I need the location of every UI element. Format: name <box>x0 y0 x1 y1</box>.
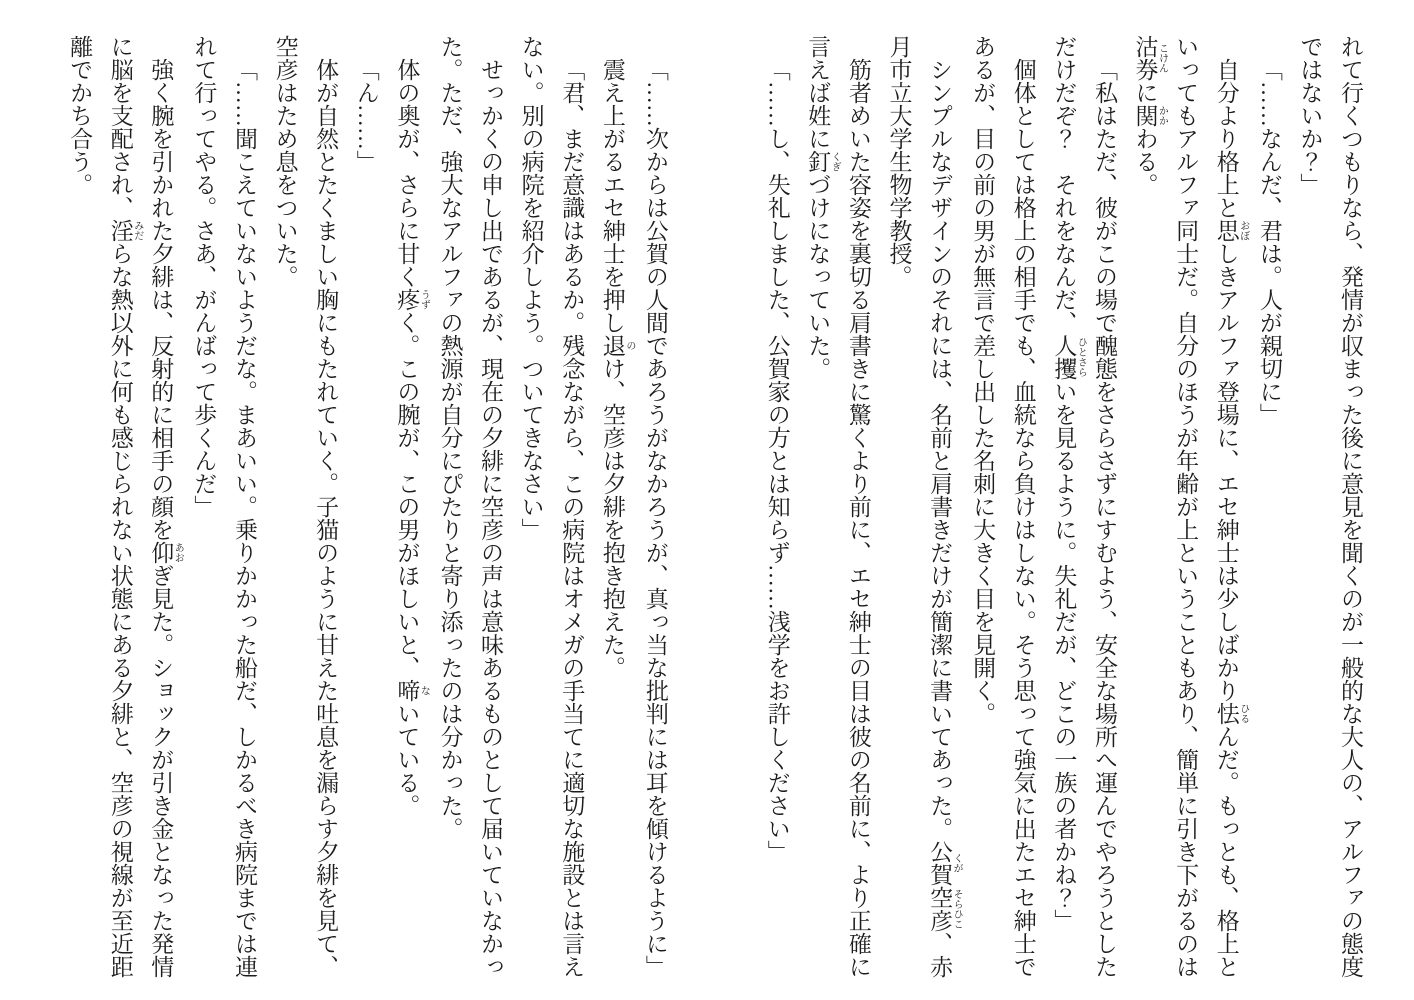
paragraph: 自分より格上と思 おぼしきアルファ登場に、エセ紳士は少しばかり怯 ひるんだ。もっとも、格上といってもアルファ同士だ。自分のほうが年齢が上ということもあり、簡単に引き下がるのは沽券 こけんに関 かかわる。 <box>1132 35 1249 978</box>
paragraph: 「……なんだ、君は。人が親切に」 <box>1256 58 1282 426</box>
paragraph: 震え上がるエセ紳士を押し退 のけ、空彦は夕緋を抱き抱えた。 <box>599 58 635 679</box>
paragraph: 「君、まだ意識はあるか。残念ながら、この病院はオメガの手当てに適切な施設とは言えない。別の病院を紹介しよう。ついてきなさい」 <box>518 35 585 978</box>
ruby-annotated-text: 怯 ひる <box>1213 702 1249 725</box>
paragraph: 体の奥が、さらに甘く疼 うずく。この腕が、この男がほしいと、啼 ないている。 <box>394 58 430 817</box>
paragraph: 体が自然とたくましい胸にもたれていく。子猫のように甘えた吐息を漏らす夕緋を見て、空彦はため息をついた。 <box>272 35 339 978</box>
paragraph: シンプルなデザインのそれには、名前と肩書きだけが簡潔に書いてあった。公賀 くが空彦 そらひこ、赤月市立大学生物学教授。 <box>886 35 963 978</box>
paragraph: 個体としては格上の相手でも、血統なら負けはしない。そう思って強気に出たエセ紳士であるが、目の前の男が無言で差し出した名刺に大きく目を見開く。 <box>970 35 1036 978</box>
ruby-annotated-text: 思 おぼ <box>1213 219 1249 242</box>
paragraph: 「……次からは公賀の人間であろうがなかろうが、真っ当な批判には耳を傾けるように」 <box>642 58 668 978</box>
paragraph: 「……聞こえていないようだな。まあいい。乗りかかった船だ、しかるべき病院までは連れて行ってやる。さあ、がんばって歩くんだ」 <box>191 35 257 978</box>
ruby-annotated-text: 啼 な <box>394 679 430 702</box>
ruby-annotated-text: 公賀 くが <box>927 840 963 886</box>
paragraph: 筋者めいた容姿を裏切る肩書きに驚くより前に、エセ紳士の目は彼の名前に、より正確に言えば姓に釘 くぎづけになっていた。 <box>805 35 871 978</box>
ruby-annotated-text: 淫 みだ <box>107 219 143 242</box>
ruby-annotated-text: 疼 うず <box>394 288 430 311</box>
ruby-annotated-text: 関 かか <box>1132 104 1168 127</box>
ruby-annotated-text: 仰 あお <box>148 541 184 564</box>
ruby-annotated-text: 沽券 こけん <box>1132 35 1168 81</box>
paragraph: 強く腕を引かれた夕緋は、反射的に相手の顔を仰 あおぎ見た。ショックが引き金となった発情に脳を支配され、淫 みだらな熱以外に何も感じられない状態にある夕緋と、空彦の視線が至近距離でかち合う。 <box>67 35 184 978</box>
ruby-annotated-text: 釘 くぎ <box>805 150 841 173</box>
text-block <box>34 35 1370 988</box>
paragraph: せっかくの申し出であるが、現在の夕緋に空彦の声は意味あるものとして届いていなかった。ただ、強大なアルファの熱源が自分にぴたりと寄り添ったのは分かった。 <box>437 35 504 978</box>
paragraph: 「私はただ、彼がこの場で醜態をさらさずにすむよう、安全な場所へ運んでやろうとしただけだぞ？ それをなんだ、人攫 ひとさらいを見るように。失礼だが、どこの一族の者かね？」 <box>1051 35 1117 978</box>
ruby-annotated-text: 空彦 そらひこ <box>927 886 963 932</box>
paragraph: 「ん……」 <box>353 58 379 173</box>
ruby-annotated-text: 人攫 ひとさら <box>1051 334 1087 380</box>
ruby-annotated-text: 退 の <box>599 334 635 357</box>
paragraph: れて行くつもりなら、発情が収まった後に意見を聞くのが一般的な大人の、アルファの態度ではないか？」 <box>1297 35 1363 978</box>
paragraph: 「……し、失礼しました、公賀家の方とは知らず……浅学をお許しください」 <box>764 58 790 863</box>
